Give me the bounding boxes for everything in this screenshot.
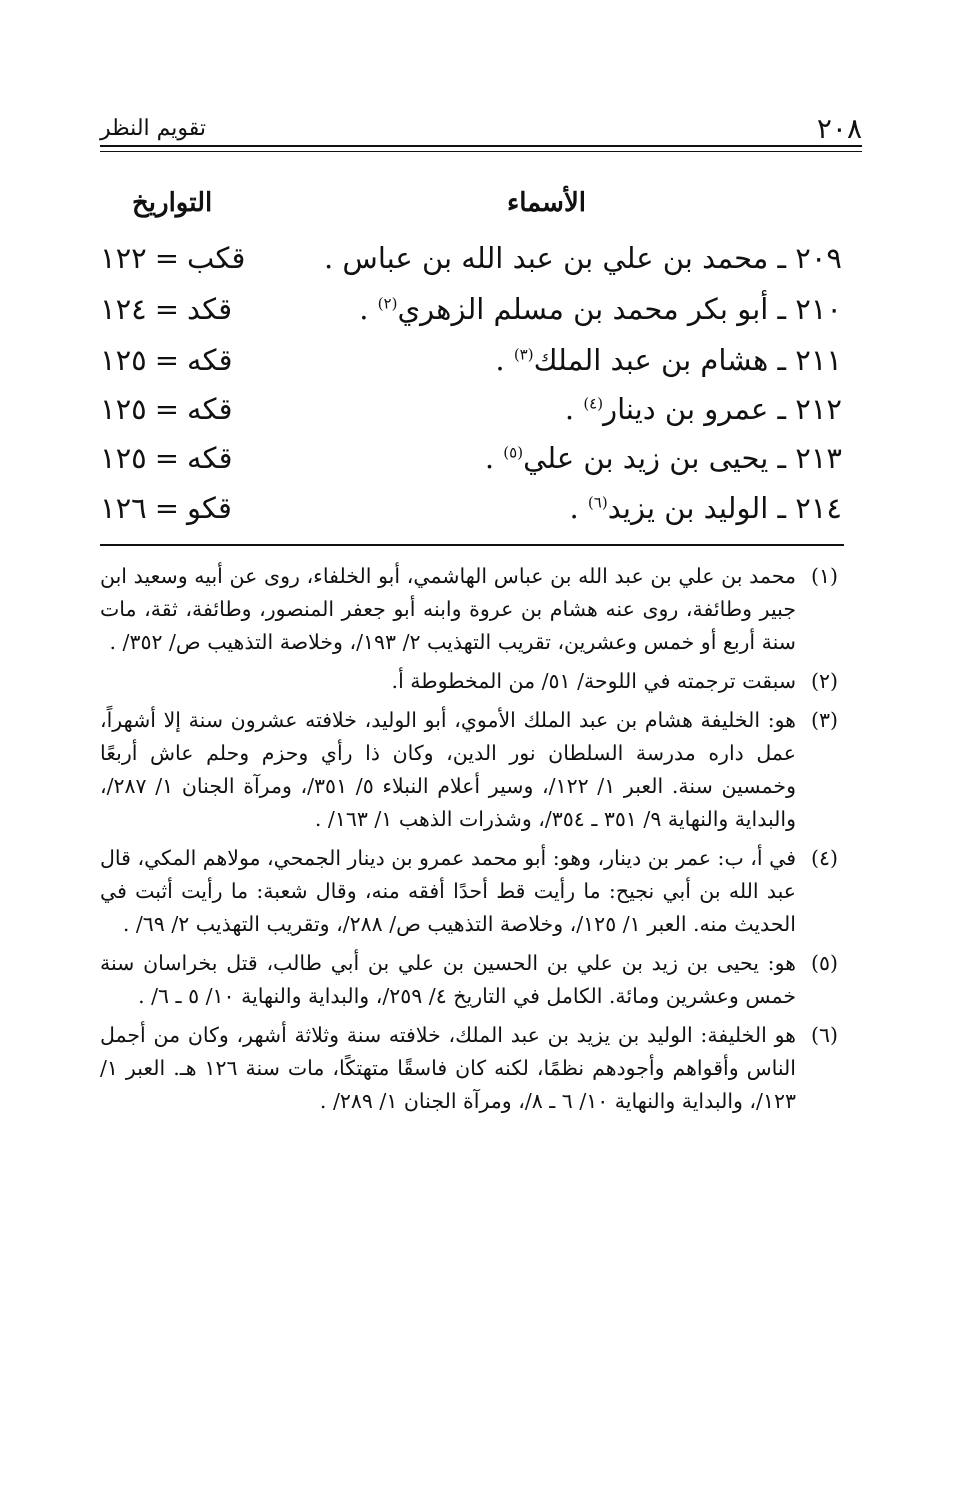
page-number: ٢٠٨ [816, 112, 862, 145]
footnote-text: هو الخليفة: الوليد بن يزيد بن عبد الملك، خلافته سنة وثلاثة أشهر، وكان من أجمل الناس وأقواهم وأجودهم نظمًا، لكنه كان فاسقًا متهتكًا، مات سنة ١٢٦ هـ. العبر ١/ ١٢٣/، والبداية والنهاية ١٠/ ٦ ـ ٨/، ومرآة الجنان ١/ ٢٨٩/ . [100, 1023, 796, 1113]
entry-name: ٢٠٩ ـ محمد بن علي بن عبد الله بن عباس . [324, 241, 842, 275]
entry-name: ٢١٠ ـ أبو بكر محمد بن مسلم الزهري$^{(٢)}$ . [359, 292, 842, 326]
footnote-text: هو: الخليفة هشام بن عبد الملك الأموي، أبو الوليد، خلافته عشرون سنة إلا أشهراً، عمل داره مدرسة السلطان نور الدين، وكان ذا رأي وحزم وحلم عاش أربعًا وخمسين سنة. العبر ١/ ١٢٢/، وسير أعلام النبلاء ٥/ ٣٥١/، ومرآة الجنان ١/ ٢٨٧/، والبداية والنهاية ٩/ ٣٥١ ـ ٣٥٤/، وشذرات الذهب ١/ ١٦٣/ . [100, 708, 796, 831]
entry-date: قكه=١٢٥ [100, 343, 233, 377]
footnote [100, 665, 838, 698]
footnote-text: هو: يحيى بن زيد بن علي بن الحسين بن علي بن أبي طالب، قتل بخراسان سنة خمس وعشرين ومائة. الكامل في التاريخ ٤/ ٢٥٩/، والبداية والنهاية ١٠/ ٥ ـ ٦/ . [100, 951, 796, 1008]
entry-date: قكب=١٢٢ [100, 241, 246, 275]
footnote-ref: (٣) [513, 345, 534, 364]
entry-row [100, 343, 842, 399]
footnote-number: (٢) [810, 669, 838, 693]
entry-row [100, 441, 842, 497]
footnote [100, 704, 838, 836]
entry-name: ٢١٢ ـ عمرو بن دينار$^{(٤)}$ . [564, 392, 842, 426]
footnote-number: (٥) [810, 951, 838, 975]
entry-date: قكه=١٢٥ [100, 441, 233, 475]
header-rule-thin [100, 151, 862, 152]
footnote-number: (١) [810, 564, 838, 588]
footnote-number: (٤) [810, 846, 838, 870]
entry-name: ٢١١ ـ هشام بن عبد الملك$^{(٣)}$ . [495, 343, 842, 377]
footnote [100, 842, 838, 941]
footnotes [100, 560, 838, 1124]
footnote-ref: (٦) [587, 493, 608, 512]
footnote [100, 560, 838, 659]
entry-name: ٢١٣ ـ يحيى بن زيد بن علي$^{(٥)}$ . [484, 441, 842, 475]
running-title: تقويم النظر [100, 116, 207, 141]
names-column-heading: الأسماء [506, 188, 586, 218]
entry-row [100, 292, 842, 348]
footnote-text: محمد بن علي بن عبد الله بن عباس الهاشمي، أبو الخلفاء، روى عن أبيه وسعيد ابن جبير وطائفة، روى عنه هشام بن عروة وابنه أبو جعفر المنصور، وطائفة، ثقة، مات سنة أربع أو خمس وعشرين، تقريب التهذيب ٢/ ١٩٣/، وخلاصة التذهيب ص/ ٣٥٢/ . [100, 564, 796, 654]
footnote-ref: (٤) [583, 394, 604, 413]
footnote-text: سبقت ترجمته في اللوحة/ ٥١/ من المخطوطة أ. [391, 669, 796, 693]
entry-date: قكو=١٢٦ [100, 491, 232, 525]
footnote-ref: (٥) [503, 443, 524, 462]
dates-column-heading: التواريخ [132, 188, 213, 218]
header-rule-thick [100, 145, 862, 147]
entry-row [100, 241, 842, 297]
entry-row [100, 392, 842, 448]
footnote-ref: (٢) [377, 294, 398, 313]
footnote-text: في أ، ب: عمر بن دينار، وهو: أبو محمد عمرو بن دينار الجمحي، مولاهم المكي، قال عبد الله بن أبي نجيح: ما رأيت قط أحدًا أفقه منه، وقال شعبة: ما رأيت أثبت في الحديث منه. العبر ١/ ١٢٥/، وخلاصة التذهيب ص/ ٢٨٨/، وتقريب التهذيب ٢/ ٦٩/ . [100, 846, 796, 936]
footnote-number: (٦) [810, 1023, 838, 1047]
entry-date: قكه=١٢٥ [100, 392, 233, 426]
footnote-number: (٣) [810, 708, 838, 732]
entry-name: ٢١٤ ـ الوليد بن يزيد$^{(٦)}$ . [569, 491, 842, 525]
footnote-separator [100, 544, 844, 546]
footnote [100, 1019, 838, 1118]
entry-date: قكد=١٢٤ [100, 292, 233, 326]
footnote [100, 947, 838, 1013]
entry-row [100, 491, 842, 547]
